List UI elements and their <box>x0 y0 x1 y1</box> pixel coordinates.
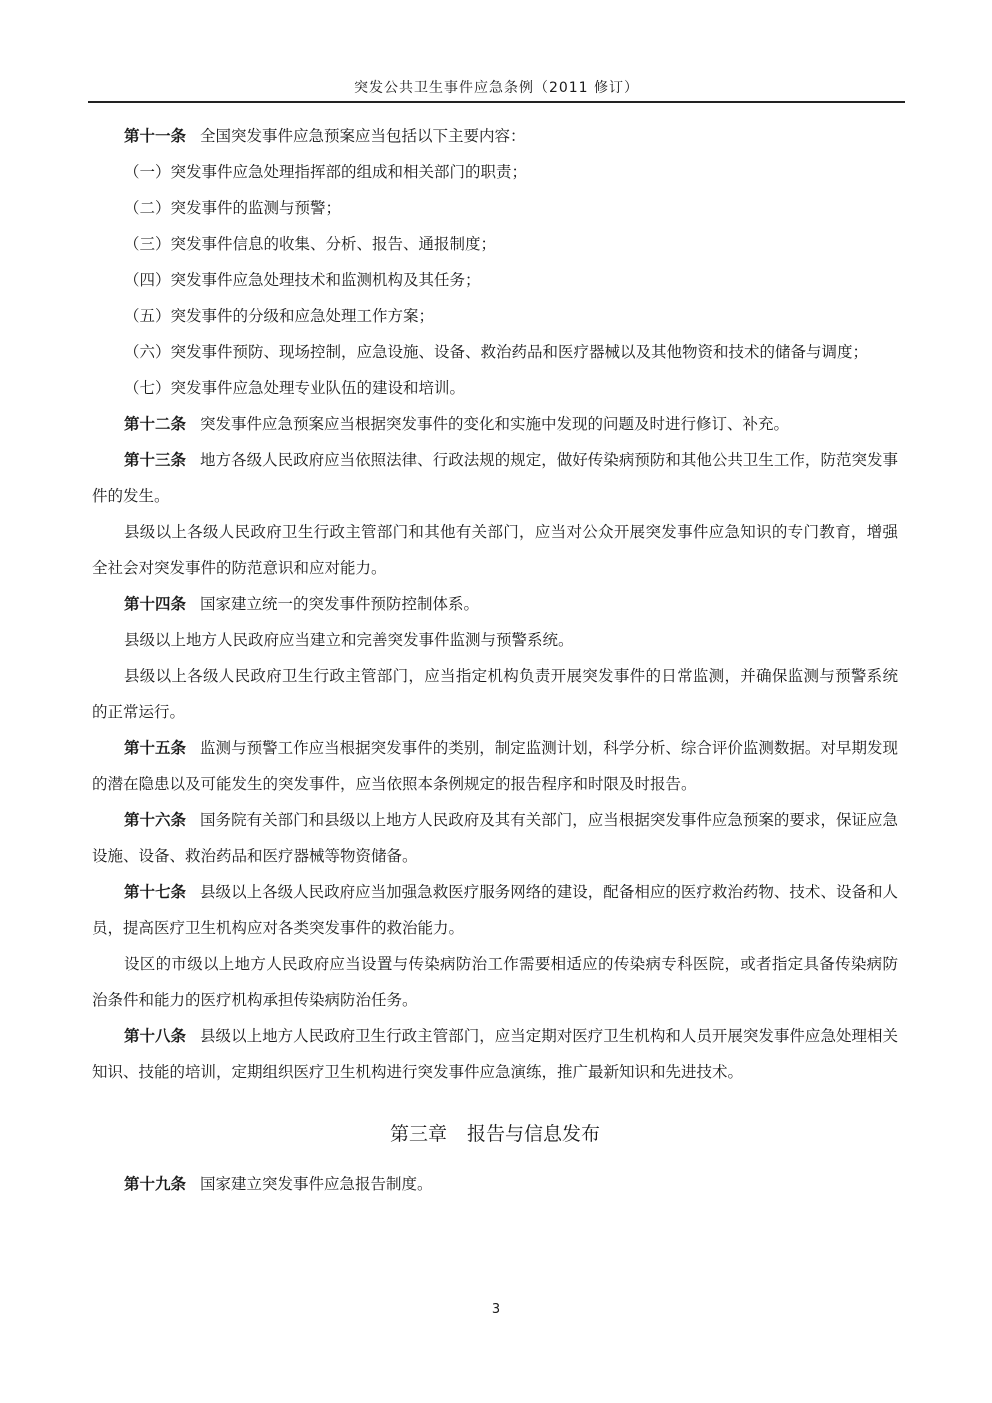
paragraph-text: 县级以上地方人民政府卫生行政主管部门，应当定期对医疗卫生机构和人员开展突发事件应急处理相关知识、技能的培训，定期组织医疗卫生机构进行突发事件应急演练，推广最新知识和先进技术。 <box>92 1027 898 1081</box>
paragraph-text: 监测与预警工作应当根据突发事件的类别，制定监测计划，科学分析、综合评价监测数据。对早期发现的潜在隐患以及可能发生的突发事件，应当依照本条例规定的报告程序和时限及时报告。 <box>92 739 898 793</box>
article-number: 第十六条 <box>124 811 187 829</box>
paragraph-text: （六）突发事件预防、现场控制，应急设施、设备、救治药品和医疗器械以及其他物资和技术的储备与调度； <box>124 343 869 361</box>
article-number: 第十二条 <box>124 415 187 433</box>
paragraph <box>92 874 898 946</box>
paragraph-text: 县级以上各级人民政府应当加强急救医疗服务网络的建设，配备相应的医疗救治药物、技术、设备和人员，提高医疗卫生机构应对各类突发事件的救治能力。 <box>92 883 898 937</box>
paragraph-text: 设区的市级以上地方人民政府应当设置与传染病防治工作需要相适应的传染病专科医院，或者指定具备传染病防治条件和能力的医疗机构承担传染病防治任务。 <box>92 955 898 1009</box>
paragraph <box>92 406 898 442</box>
chapter-title: 报告与信息发布 <box>467 1123 601 1145</box>
paragraph <box>92 334 898 370</box>
paragraph-text: 国家建立突发事件应急报告制度。 <box>200 1175 433 1193</box>
article-number: 第十八条 <box>124 1027 187 1045</box>
paragraph-text: 县级以上各级人民政府卫生行政主管部门，应当指定机构负责开展突发事件的日常监测，并确保监测与预警系统的正常运行。 <box>92 667 898 721</box>
paragraph <box>92 154 898 190</box>
paragraph-text: 国务院有关部门和县级以上地方人民政府及其有关部门，应当根据突发事件应急预案的要求，保证应急设施、设备、救治药品和医疗器械等物资储备。 <box>92 811 898 865</box>
article-number: 第十四条 <box>124 595 187 613</box>
paragraph-text: 全国突发事件应急预案应当包括以下主要内容： <box>200 127 526 145</box>
paragraph <box>92 658 898 730</box>
paragraph <box>92 190 898 226</box>
paragraph <box>92 622 898 658</box>
article-number: 第十五条 <box>124 739 187 757</box>
paragraph-text: 国家建立统一的突发事件预防控制体系。 <box>200 595 480 613</box>
paragraph <box>92 370 898 406</box>
paragraph-text: 县级以上地方人民政府应当建立和完善突发事件监测与预警系统。 <box>124 631 574 649</box>
paragraph <box>92 802 898 874</box>
paragraph <box>92 118 898 154</box>
paragraph-text: （四）突发事件应急处理技术和监测机构及其任务； <box>124 271 481 289</box>
article-number: 第十一条 <box>124 127 187 145</box>
paragraph <box>92 442 898 514</box>
document-body <box>92 118 898 1202</box>
running-header: 突发公共卫生事件应急条例（2011 修订） <box>353 80 640 96</box>
paragraph-text: 县级以上各级人民政府卫生行政主管部门和其他有关部门，应当对公众开展突发事件应急知识的专门教育，增强全社会对突发事件的防范意识和应对能力。 <box>92 523 898 577</box>
paragraph-list <box>92 118 898 1090</box>
chapter-heading <box>92 1114 898 1154</box>
paragraph <box>92 1166 898 1202</box>
paragraph <box>92 730 898 802</box>
article-number: 第十九条 <box>124 1175 187 1193</box>
page-number: 3 <box>491 1302 501 1317</box>
paragraph-text: 地方各级人民政府应当依照法律、行政法规的规定，做好传染病预防和其他公共卫生工作，防范突发事件的发生。 <box>92 451 898 505</box>
paragraph <box>92 946 898 1018</box>
paragraph <box>92 1018 898 1090</box>
paragraph-text: （五）突发事件的分级和应急处理工作方案； <box>124 307 435 325</box>
paragraph <box>92 586 898 622</box>
paragraph <box>92 298 898 334</box>
paragraph-list-after-chapter <box>92 1166 898 1202</box>
header-rule <box>88 101 905 103</box>
paragraph <box>92 514 898 586</box>
paragraph-text: （七）突发事件应急处理专业队伍的建设和培训。 <box>124 379 466 397</box>
paragraph-text: （三）突发事件信息的收集、分析、报告、通报制度； <box>124 235 497 253</box>
paragraph-text: （一）突发事件应急处理指挥部的组成和相关部门的职责； <box>124 163 528 181</box>
paragraph-text: 突发事件应急预案应当根据突发事件的变化和实施中发现的问题及时进行修订、补充。 <box>200 415 790 433</box>
paragraph-text: （二）突发事件的监测与预警； <box>124 199 342 217</box>
paragraph <box>92 262 898 298</box>
chapter-number: 第三章 <box>389 1123 447 1145</box>
paragraph <box>92 226 898 262</box>
article-number: 第十三条 <box>124 451 187 469</box>
article-number: 第十七条 <box>124 883 187 901</box>
